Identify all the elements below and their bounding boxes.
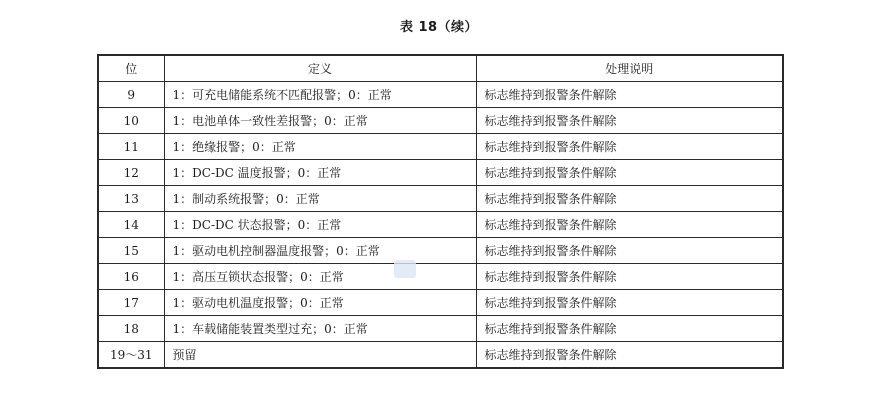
- cell-handling: 标志维持到报警条件解除: [476, 342, 783, 369]
- cell-handling: 标志维持到报警条件解除: [476, 82, 783, 108]
- watermark-logo: [394, 260, 416, 278]
- table-row: [98, 290, 783, 316]
- table-row: [98, 108, 783, 134]
- cell-definition: 1：绝缘报警；0：正常: [164, 134, 476, 160]
- cell-handling: 标志维持到报警条件解除: [476, 264, 783, 290]
- cell-handling: 标志维持到报警条件解除: [476, 238, 783, 264]
- table-header-row: [98, 55, 783, 82]
- cell-bit: 13: [98, 186, 164, 212]
- cell-bit: 10: [98, 108, 164, 134]
- cell-definition: 预留: [164, 342, 476, 369]
- cell-definition: 1：驱动电机温度报警；0：正常: [164, 290, 476, 316]
- header-bit: 位: [98, 55, 164, 82]
- table-row: [98, 342, 783, 369]
- cell-bit: 12: [98, 160, 164, 186]
- table-row: [98, 238, 783, 264]
- cell-bit: 18: [98, 316, 164, 342]
- alarm-flag-table: [97, 54, 784, 369]
- cell-handling: 标志维持到报警条件解除: [476, 212, 783, 238]
- cell-definition: 1：DC-DC 温度报警；0：正常: [164, 160, 476, 186]
- table-caption: 表 18（续）: [399, 20, 479, 35]
- cell-handling: 标志维持到报警条件解除: [476, 186, 783, 212]
- cell-definition: 1：制动系统报警；0：正常: [164, 186, 476, 212]
- cell-definition: 1：车载储能装置类型过充；0：正常: [164, 316, 476, 342]
- cell-handling: 标志维持到报警条件解除: [476, 160, 783, 186]
- cell-handling: 标志维持到报警条件解除: [476, 316, 783, 342]
- header-handling: 处理说明: [476, 55, 783, 82]
- header-definition: 定义: [164, 55, 476, 82]
- cell-definition: 1：驱动电机控制器温度报警；0：正常: [164, 238, 476, 264]
- cell-bit: 15: [98, 238, 164, 264]
- table-row: [98, 186, 783, 212]
- cell-definition: 1：高压互锁状态报警；0：正常: [164, 264, 476, 290]
- cell-bit: 9: [98, 82, 164, 108]
- cell-definition: 1：电池单体一致性差报警；0：正常: [164, 108, 476, 134]
- cell-bit: 11: [98, 134, 164, 160]
- cell-bit: 19～31: [98, 342, 164, 369]
- cell-handling: 标志维持到报警条件解除: [476, 290, 783, 316]
- table-row: [98, 212, 783, 238]
- table-row: [98, 134, 783, 160]
- table-row: [98, 264, 783, 290]
- cell-handling: 标志维持到报警条件解除: [476, 108, 783, 134]
- cell-bit: 16: [98, 264, 164, 290]
- cell-bit: 17: [98, 290, 164, 316]
- table-row: [98, 316, 783, 342]
- table-row: [98, 82, 783, 108]
- cell-definition: 1：DC-DC 状态报警；0：正常: [164, 212, 476, 238]
- cell-bit: 14: [98, 212, 164, 238]
- table-row: [98, 160, 783, 186]
- cell-definition: 1：可充电储能系统不匹配报警；0：正常: [164, 82, 476, 108]
- cell-handling: 标志维持到报警条件解除: [476, 134, 783, 160]
